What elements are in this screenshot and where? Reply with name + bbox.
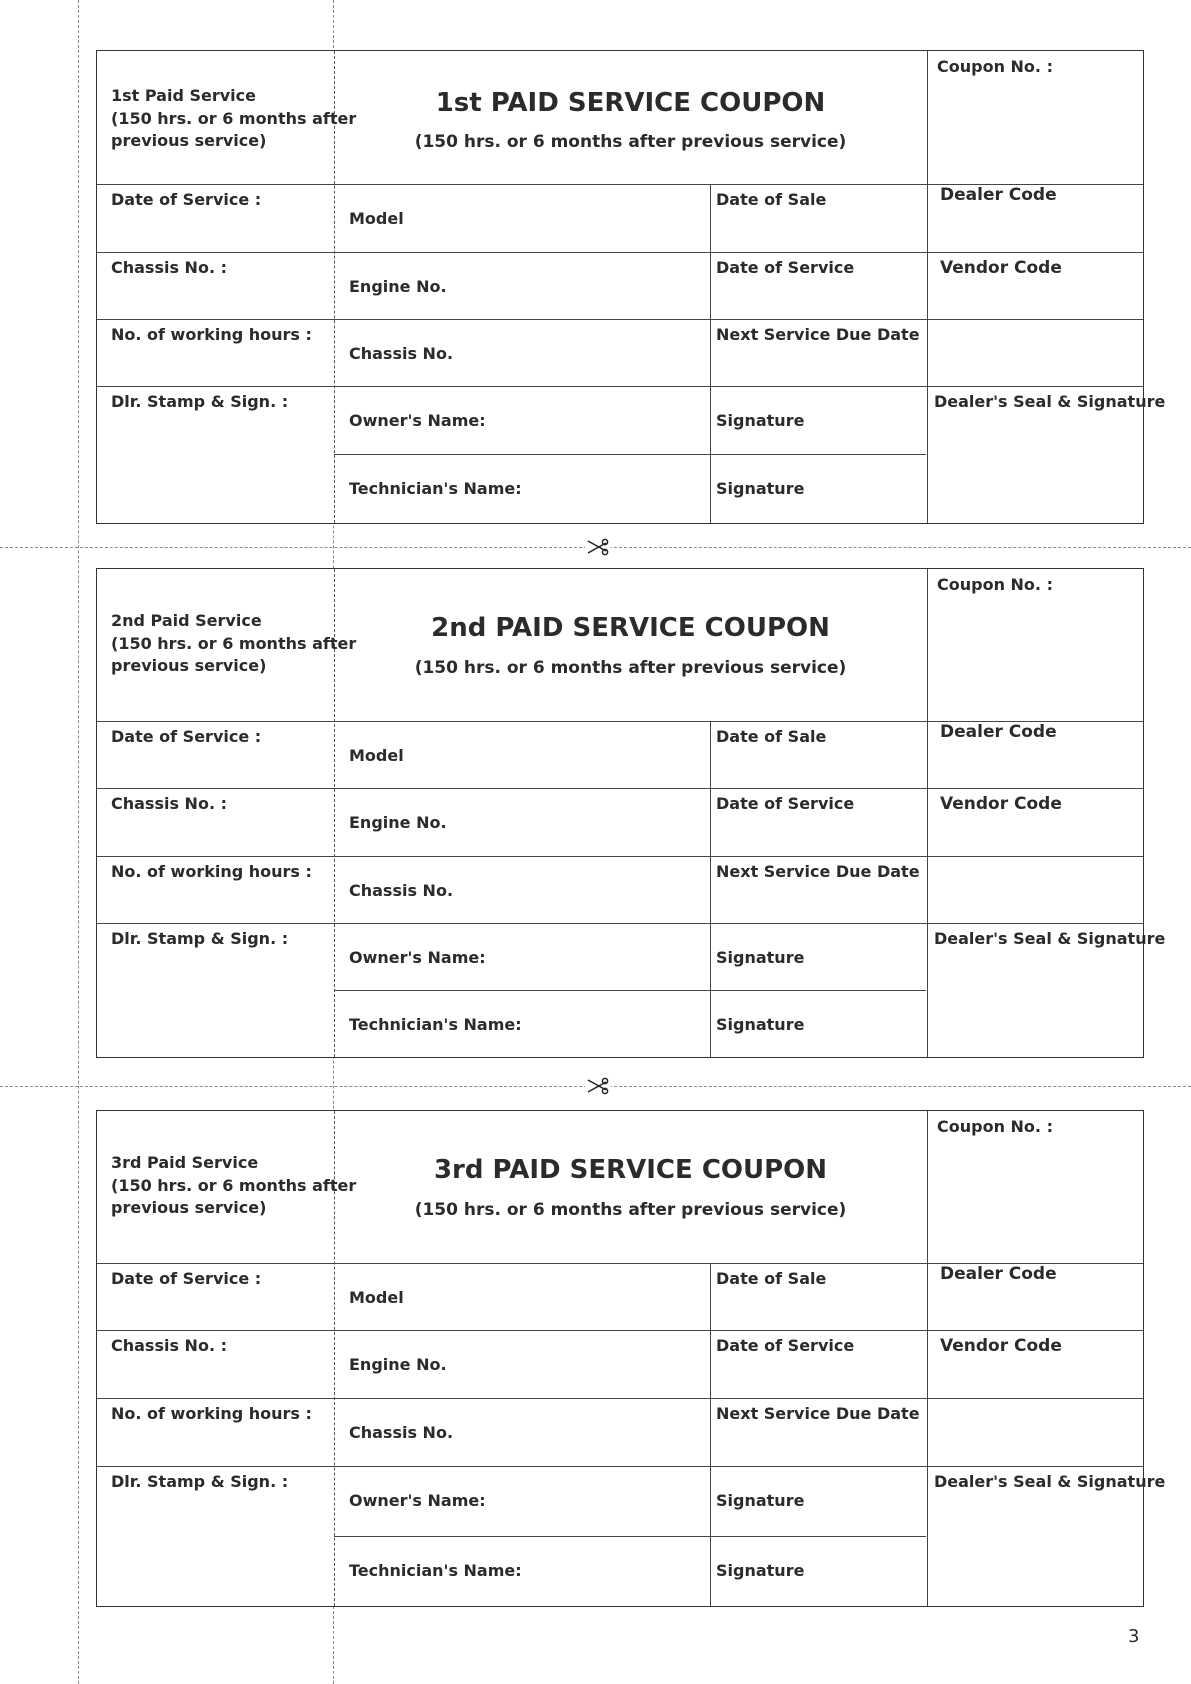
next-service-due-field: Next Service Due Date <box>716 862 920 881</box>
service-label-line: previous service) <box>111 131 267 150</box>
owners-name-field: Owner's Name: <box>349 948 486 967</box>
service-label-line: (150 hrs. or 6 months after <box>111 1175 357 1195</box>
coupon-subtitle: (150 hrs. or 6 months after previous service) <box>414 132 847 152</box>
date-of-service-field: Date of Service : <box>111 727 262 746</box>
coupon-no-label: Coupon No. : <box>937 57 1053 76</box>
grid-line <box>97 788 1143 789</box>
grid-line <box>334 454 926 455</box>
chassis-no-field: Chassis No. <box>349 344 454 363</box>
next-service-due-field: Next Service Due Date <box>716 325 920 344</box>
grid-line <box>927 1111 928 1606</box>
signature-field: Signature <box>716 1561 805 1580</box>
technicians-name-field: Technician's Name: <box>349 1015 522 1034</box>
date-of-sale-field: Date of Sale <box>716 190 827 209</box>
chassis-no-field: Chassis No. : <box>111 794 227 813</box>
service-label-line: 1st Paid Service <box>111 86 256 105</box>
signature-field: Signature <box>716 411 805 430</box>
grid-line <box>97 252 1143 253</box>
technicians-name-field: Technician's Name: <box>349 1561 522 1580</box>
vendor-code-field: Vendor Code <box>940 258 1062 278</box>
grid-line <box>97 1466 1143 1467</box>
signature-field: Signature <box>716 948 805 967</box>
scissors-icon <box>585 537 611 557</box>
service-coupon-2 <box>96 568 1166 1058</box>
vendor-code-field: Vendor Code <box>940 1336 1062 1356</box>
service-coupon-1 <box>96 50 1166 524</box>
service-label-line: previous service) <box>111 1198 267 1217</box>
service-label-line: (150 hrs. or 6 months after <box>111 633 357 653</box>
coupon-no-label: Coupon No. : <box>937 575 1053 594</box>
owners-name-field: Owner's Name: <box>349 1491 486 1510</box>
scissors-icon <box>585 1076 611 1096</box>
next-service-due-field: Next Service Due Date <box>716 1404 920 1423</box>
dealers-seal-field: Dealer's Seal & Signature <box>934 1472 1166 1491</box>
grid-line <box>97 319 1143 320</box>
vendor-code-field: Vendor Code <box>940 794 1062 814</box>
service-label <box>111 610 356 678</box>
coupon-no-label: Coupon No. : <box>937 1117 1053 1136</box>
service-label <box>111 85 356 153</box>
service-label-line: 2nd Paid Service <box>111 611 262 630</box>
coupon-subtitle: (150 hrs. or 6 months after previous service) <box>414 658 847 678</box>
working-hours-field: No. of working hours : <box>111 862 312 881</box>
dealers-seal-field: Dealer's Seal & Signature <box>934 392 1166 411</box>
working-hours-field: No. of working hours : <box>111 1404 312 1423</box>
grid-line <box>97 1398 1143 1399</box>
grid-line <box>927 569 928 1057</box>
dlr-stamp-field: Dlr. Stamp & Sign. : <box>111 929 289 948</box>
date-of-service-field: Date of Service <box>716 258 855 277</box>
chassis-no-field: Chassis No. <box>349 881 454 900</box>
engine-no-field: Engine No. <box>349 813 447 832</box>
grid-line <box>97 1330 1143 1331</box>
dealer-code-field: Dealer Code <box>940 1264 1057 1284</box>
dlr-stamp-field: Dlr. Stamp & Sign. : <box>111 392 289 411</box>
coupon-title: 2nd PAID SERVICE COUPON <box>431 613 830 643</box>
date-of-service-field: Date of Service : <box>111 190 262 209</box>
signature-field: Signature <box>716 479 805 498</box>
model-field: Model <box>349 1288 404 1307</box>
vertical-cut-line-outer <box>78 0 79 1684</box>
coupon-subtitle: (150 hrs. or 6 months after previous service) <box>414 1200 847 1220</box>
service-label-line: (150 hrs. or 6 months after <box>111 108 357 128</box>
grid-line <box>710 721 711 1057</box>
chassis-no-field: Chassis No. <box>349 1423 454 1442</box>
engine-no-field: Engine No. <box>349 277 447 296</box>
date-of-service-field: Date of Service : <box>111 1269 262 1288</box>
service-label-line: previous service) <box>111 656 267 675</box>
grid-line <box>927 51 928 523</box>
dlr-stamp-field: Dlr. Stamp & Sign. : <box>111 1472 289 1491</box>
date-of-sale-field: Date of Sale <box>716 1269 827 1288</box>
owners-name-field: Owner's Name: <box>349 411 486 430</box>
engine-no-field: Engine No. <box>349 1355 447 1374</box>
coupon-title: 1st PAID SERVICE COUPON <box>435 88 826 118</box>
signature-field: Signature <box>716 1015 805 1034</box>
working-hours-field: No. of working hours : <box>111 325 312 344</box>
grid-line <box>334 990 926 991</box>
dealers-seal-field: Dealer's Seal & Signature <box>934 929 1166 948</box>
grid-line <box>97 923 1143 924</box>
grid-line <box>334 1536 926 1537</box>
model-field: Model <box>349 209 404 228</box>
technicians-name-field: Technician's Name: <box>349 479 522 498</box>
service-label <box>111 1152 356 1220</box>
grid-line <box>97 856 1143 857</box>
grid-line <box>710 184 711 523</box>
dealer-code-field: Dealer Code <box>940 722 1057 742</box>
coupon-title: 3rd PAID SERVICE COUPON <box>433 1155 828 1185</box>
model-field: Model <box>349 746 404 765</box>
chassis-no-field: Chassis No. : <box>111 258 227 277</box>
service-label-line: 3rd Paid Service <box>111 1153 259 1172</box>
service-coupon-3 <box>96 1110 1166 1607</box>
grid-line <box>710 1263 711 1606</box>
date-of-service-field: Date of Service <box>716 794 855 813</box>
signature-field: Signature <box>716 1491 805 1510</box>
grid-line <box>97 386 1143 387</box>
date-of-service-field: Date of Service <box>716 1336 855 1355</box>
date-of-sale-field: Date of Sale <box>716 727 827 746</box>
dealer-code-field: Dealer Code <box>940 185 1057 205</box>
page-number: 3 <box>1128 1626 1140 1647</box>
chassis-no-field: Chassis No. : <box>111 1336 227 1355</box>
